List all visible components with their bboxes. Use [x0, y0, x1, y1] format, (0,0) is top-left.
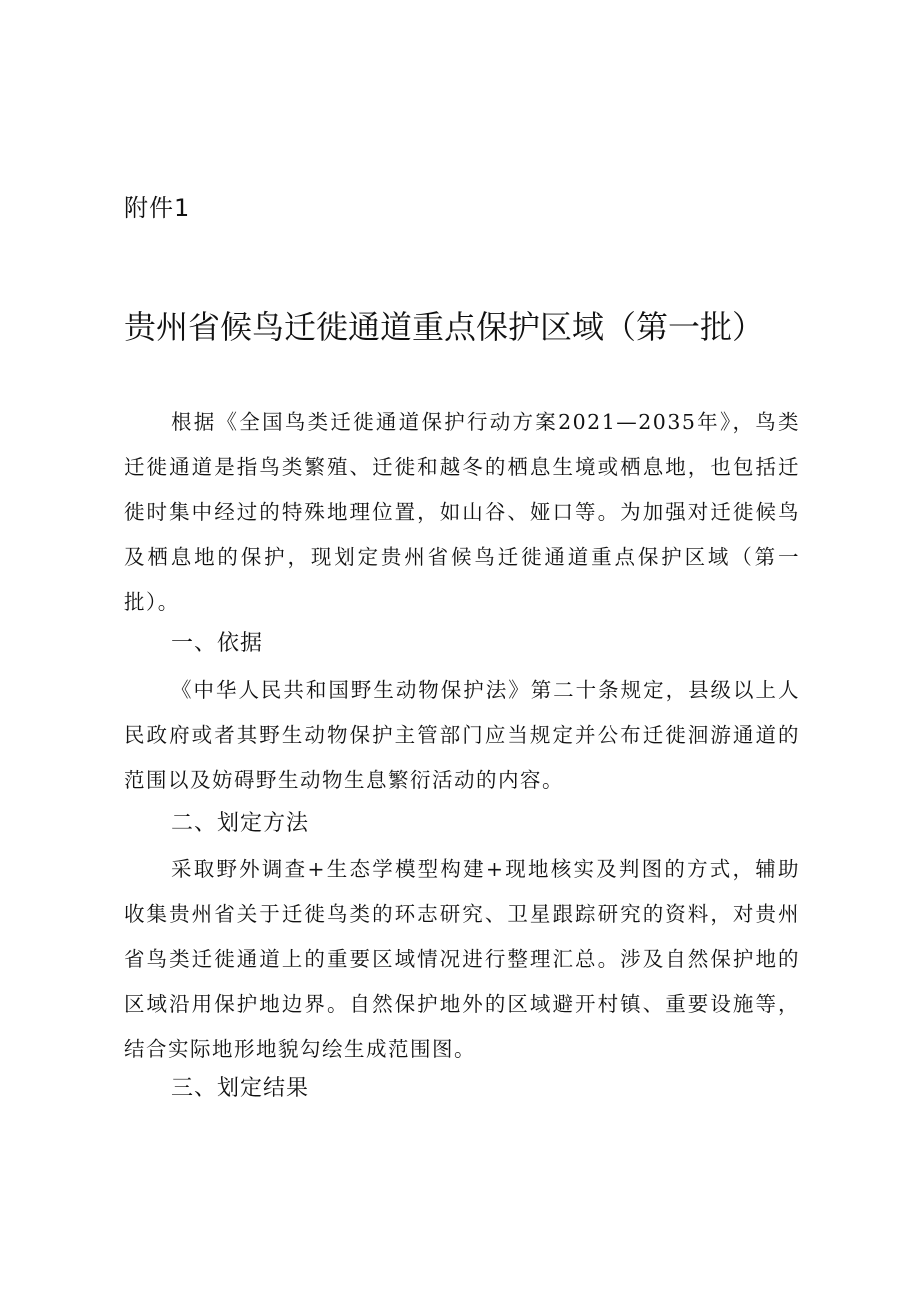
section-body-basis: 《中华人民共和国野生动物保护法》第二十条规定，县级以上人民政府或者其野生动物保护主管部门应当规定并公布迁徙洄游通道的范围以及妨碍野生动物生息繁衍活动的内容。 [124, 678, 800, 792]
attachment-label: 附件1 [124, 194, 191, 222]
intro-paragraph: 根据《全国鸟类迁徙通道保护行动方案2021—2035年》，鸟类迁徙通道是指鸟类繁殖、迁徙和越冬的栖息生境或栖息地，也包括迁徙时集中经过的特殊地理位置，如山谷、娅口等。为加强对迁徙候鸟及栖息地的保护，现划定贵州省候鸟迁徙通道重点保护区域（第一批）。 [124, 410, 800, 614]
section-body-method: 采取野外调查+生态学模型构建+现地核实及判图的方式，辅助收集贵州省关于迁徙鸟类的环志研究、卫星跟踪研究的资料，对贵州省鸟类迁徙通道上的重要区域情况进行整理汇总。涉及自然保护地的区域沿用保护地边界。自然保护地外的区域避开村镇、重要设施等，结合实际地形地貌勾绘生成范围图。 [124, 857, 800, 1061]
document-title: 贵州省候鸟迁徙通道重点保护区域（第一批） [124, 308, 765, 346]
section-heading-result: 三、划定结果 [171, 1076, 310, 1101]
section-heading-method: 二、划定方法 [171, 811, 310, 836]
section-heading-basis: 一、依据 [171, 631, 264, 656]
